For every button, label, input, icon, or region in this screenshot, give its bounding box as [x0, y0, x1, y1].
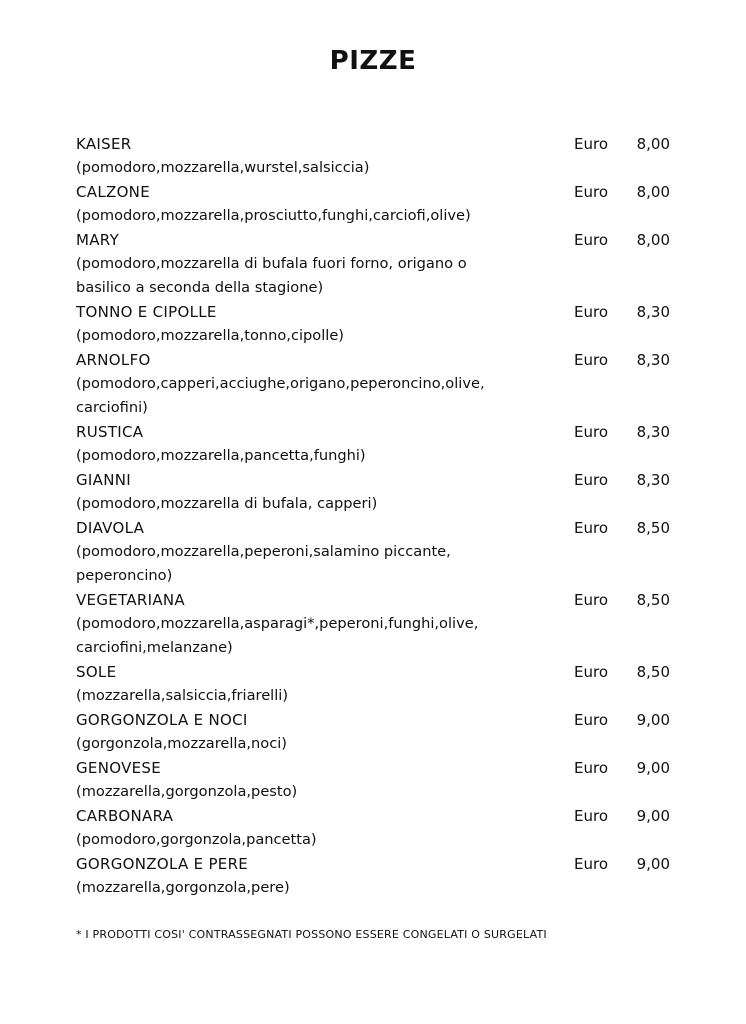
item-name: DIAVOLA — [76, 519, 145, 537]
price-value: 8,30 — [636, 423, 670, 441]
menu-item — [76, 132, 670, 180]
currency-label: Euro — [574, 351, 608, 369]
item-name: SOLE — [76, 663, 117, 681]
currency-label: Euro — [574, 807, 608, 825]
item-ingredients: (pomodoro,mozzarella,prosciutto,funghi,carciofi,olive) — [76, 207, 471, 224]
menu-item — [76, 588, 670, 660]
menu-item — [76, 660, 670, 708]
menu-item — [76, 708, 670, 756]
menu-item — [76, 516, 670, 588]
pizza-menu-list — [76, 132, 670, 900]
page-title: PIZZE — [329, 46, 417, 76]
item-ingredients: (pomodoro,mozzarella di bufala, capperi) — [76, 495, 378, 512]
item-name: CARBONARA — [76, 807, 174, 825]
item-price — [574, 804, 670, 828]
price-value: 8,50 — [636, 591, 670, 609]
item-price — [574, 852, 670, 876]
item-name: KAISER — [76, 135, 132, 153]
item-ingredients: carciofini,melanzane) — [76, 639, 233, 656]
footnote: * I PRODOTTI COSI' CONTRASSEGNATI POSSONO ESSERE CONGELATI O SURGELATI — [76, 928, 547, 941]
item-price — [574, 708, 670, 732]
price-value: 8,50 — [636, 519, 670, 537]
item-price — [574, 588, 670, 612]
menu-item — [76, 468, 670, 516]
item-ingredients: (gorgonzola,mozzarella,noci) — [76, 735, 288, 752]
item-price — [574, 228, 670, 252]
currency-label: Euro — [574, 183, 608, 201]
currency-label: Euro — [574, 303, 608, 321]
item-ingredients: (pomodoro,mozzarella,peperoni,salamino piccante, — [76, 543, 451, 560]
price-value: 8,30 — [636, 351, 670, 369]
item-ingredients: basilico a seconda della stagione) — [76, 279, 324, 296]
item-name: RUSTICA — [76, 423, 144, 441]
item-ingredients: (pomodoro,mozzarella,pancetta,funghi) — [76, 447, 366, 464]
currency-label: Euro — [574, 231, 608, 249]
item-price — [574, 420, 670, 444]
item-ingredients: (pomodoro,mozzarella,tonno,cipolle) — [76, 327, 344, 344]
menu-item — [76, 180, 670, 228]
item-name: GIANNI — [76, 471, 131, 489]
item-name: CALZONE — [76, 183, 150, 201]
item-ingredients: (pomodoro,mozzarella,wurstel,salsiccia) — [76, 159, 370, 176]
item-price — [574, 660, 670, 684]
price-value: 9,00 — [636, 759, 670, 777]
price-value: 8,50 — [636, 663, 670, 681]
item-name: TONNO E CIPOLLE — [76, 303, 217, 321]
item-name: GENOVESE — [76, 759, 162, 777]
menu-item — [76, 420, 670, 468]
price-value: 8,00 — [636, 231, 670, 249]
item-name: VEGETARIANA — [76, 591, 185, 609]
price-value: 8,00 — [636, 135, 670, 153]
item-price — [574, 132, 670, 156]
price-value: 9,00 — [636, 711, 670, 729]
item-ingredients: (mozzarella,gorgonzola,pere) — [76, 879, 290, 896]
item-price — [574, 756, 670, 780]
currency-label: Euro — [574, 663, 608, 681]
item-price — [574, 468, 670, 492]
item-price — [574, 300, 670, 324]
currency-label: Euro — [574, 759, 608, 777]
menu-item — [76, 348, 670, 420]
menu-item — [76, 756, 670, 804]
item-name: GORGONZOLA E NOCI — [76, 711, 248, 729]
menu-item — [76, 804, 670, 852]
price-value: 8,30 — [636, 471, 670, 489]
currency-label: Euro — [574, 135, 608, 153]
item-price — [574, 516, 670, 540]
menu-item — [76, 852, 670, 900]
price-value: 9,00 — [636, 807, 670, 825]
price-value: 9,00 — [636, 855, 670, 873]
price-value: 8,00 — [636, 183, 670, 201]
price-value: 8,30 — [636, 303, 670, 321]
item-price — [574, 180, 670, 204]
menu-item — [76, 228, 670, 300]
item-ingredients: (mozzarella,salsiccia,friarelli) — [76, 687, 289, 704]
item-ingredients: (pomodoro,mozzarella,asparagi*,peperoni,funghi,olive, — [76, 615, 479, 632]
currency-label: Euro — [574, 591, 608, 609]
item-price — [574, 348, 670, 372]
item-ingredients: peperoncino) — [76, 567, 173, 584]
item-ingredients: (pomodoro,mozzarella di bufala fuori forno, origano o — [76, 255, 467, 272]
currency-label: Euro — [574, 711, 608, 729]
item-ingredients: (mozzarella,gorgonzola,pesto) — [76, 783, 298, 800]
item-ingredients: (pomodoro,capperi,acciughe,origano,peperoncino,olive, — [76, 375, 485, 392]
item-ingredients: (pomodoro,gorgonzola,pancetta) — [76, 831, 317, 848]
currency-label: Euro — [574, 471, 608, 489]
item-name: GORGONZOLA E PERE — [76, 855, 249, 873]
currency-label: Euro — [574, 855, 608, 873]
currency-label: Euro — [574, 519, 608, 537]
item-ingredients: carciofini) — [76, 399, 148, 416]
menu-item — [76, 300, 670, 348]
item-name: ARNOLFO — [76, 351, 151, 369]
item-name: MARY — [76, 231, 120, 249]
currency-label: Euro — [574, 423, 608, 441]
